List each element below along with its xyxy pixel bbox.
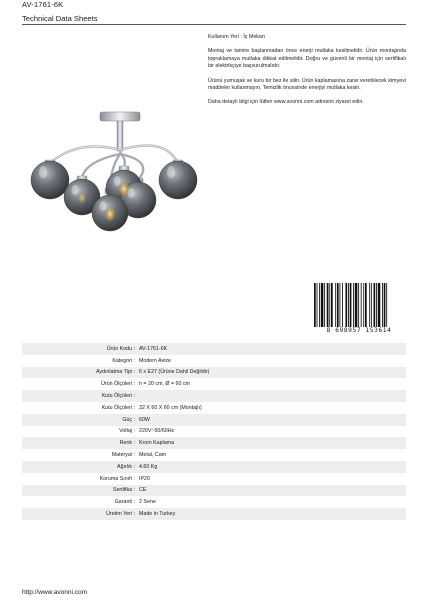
footer-url: http://www.avonni.com: [22, 589, 88, 596]
spec-row: [22, 378, 406, 390]
usage-location: Kullanım Yeri : İç Mekan: [208, 34, 265, 40]
product-info-text: [208, 34, 406, 114]
spec-row: [22, 520, 406, 532]
spec-label: Üretim Yeri :: [22, 508, 137, 520]
spec-value: h = 20 cm, Ø = 60 cm: [139, 381, 190, 388]
spec-value: [137, 520, 406, 532]
spec-value: Krom Kaplama: [137, 437, 406, 449]
spec-row: [22, 355, 406, 367]
spec-label: Kutu Ölçüleri :: [101, 404, 135, 411]
spec-label: [22, 520, 137, 532]
spec-label: Koruma Sınıfı :: [99, 475, 135, 482]
spec-label: Voltaj :: [119, 428, 135, 435]
spec-value: CE: [137, 485, 406, 497]
spec-label: Güç :: [22, 414, 137, 426]
product-code-header: AV-1761-6K: [22, 0, 64, 9]
spec-row: [22, 449, 406, 461]
spec-value: IP20: [139, 475, 150, 482]
spec-row: [22, 426, 406, 438]
spec-value: Made in Turkey: [137, 508, 406, 520]
header-divider: [22, 24, 406, 25]
spec-label: Ağırlık :: [22, 461, 137, 473]
spec-label: Sertifika :: [22, 485, 137, 497]
spec-label: Ürün Kodu :: [22, 343, 137, 355]
spec-row: [22, 343, 406, 355]
installation-warning: Montaj ve tamire başlanmadan önce enerji mutlaka kesilmelidir. Ürün montajında topraklamaya mutlaka dikkat edilmelidir. Doğru ve güvenli bir montaj için sertifikalı bir elektrikçiye başvurulmalıdır.: [208, 48, 406, 70]
spec-table: [22, 343, 406, 532]
spec-value: Modern Avize: [139, 357, 171, 364]
spec-label: Ürün Ölçüleri :: [101, 381, 135, 388]
spec-label: Kategori :: [112, 357, 135, 364]
document-title: Technical Data Sheets: [22, 14, 98, 23]
spec-row: [22, 485, 406, 497]
spec-value: 2 Sene: [139, 499, 156, 506]
spec-row: [22, 390, 406, 402]
spec-row: [22, 414, 406, 426]
spec-value: 4.60 Kg: [137, 461, 406, 473]
spec-value: 220V~50/60Hz: [139, 428, 175, 435]
spec-label: Garanti :: [114, 499, 135, 506]
spec-label: Renk :: [22, 437, 137, 449]
spec-row: [22, 496, 406, 508]
spec-row: [22, 367, 406, 379]
spec-label: Kutu Ölçüleri :: [22, 390, 137, 402]
website-note: Daha detaylı bilgi için lütfen www.avonni.com adresini ziyaret edin.: [208, 99, 364, 106]
spec-value: 6 x E27 (Ürüne Dahil Değildir): [137, 367, 406, 379]
spec-value: [137, 390, 406, 402]
chandelier-icon: [20, 108, 204, 243]
spec-row: [22, 473, 406, 485]
spec-row: [22, 508, 406, 520]
spec-value: Metal, Cam: [139, 452, 167, 459]
spec-row: [22, 437, 406, 449]
barcode-digits: 8 698957 153614: [326, 327, 392, 334]
spec-value: 60W: [137, 414, 406, 426]
spec-label: Materyal :: [111, 452, 135, 459]
spec-value: 32 X 60 X 60 cm (Montajlı): [139, 404, 202, 411]
spec-row: [22, 461, 406, 473]
cleaning-instructions: Ürünü yumuşak ve kuru bir bez ile silin. Ürün kaplamasına zarar verebilecek kimyevi maddeler kullanmayın. Temizlik öncesinde enerjiyi mutlaka kesin.: [208, 77, 406, 92]
spec-value: AV-1761-6K: [137, 343, 406, 355]
spec-label: Aydınlatma Tipi :: [22, 367, 137, 379]
spec-row: [22, 402, 406, 414]
